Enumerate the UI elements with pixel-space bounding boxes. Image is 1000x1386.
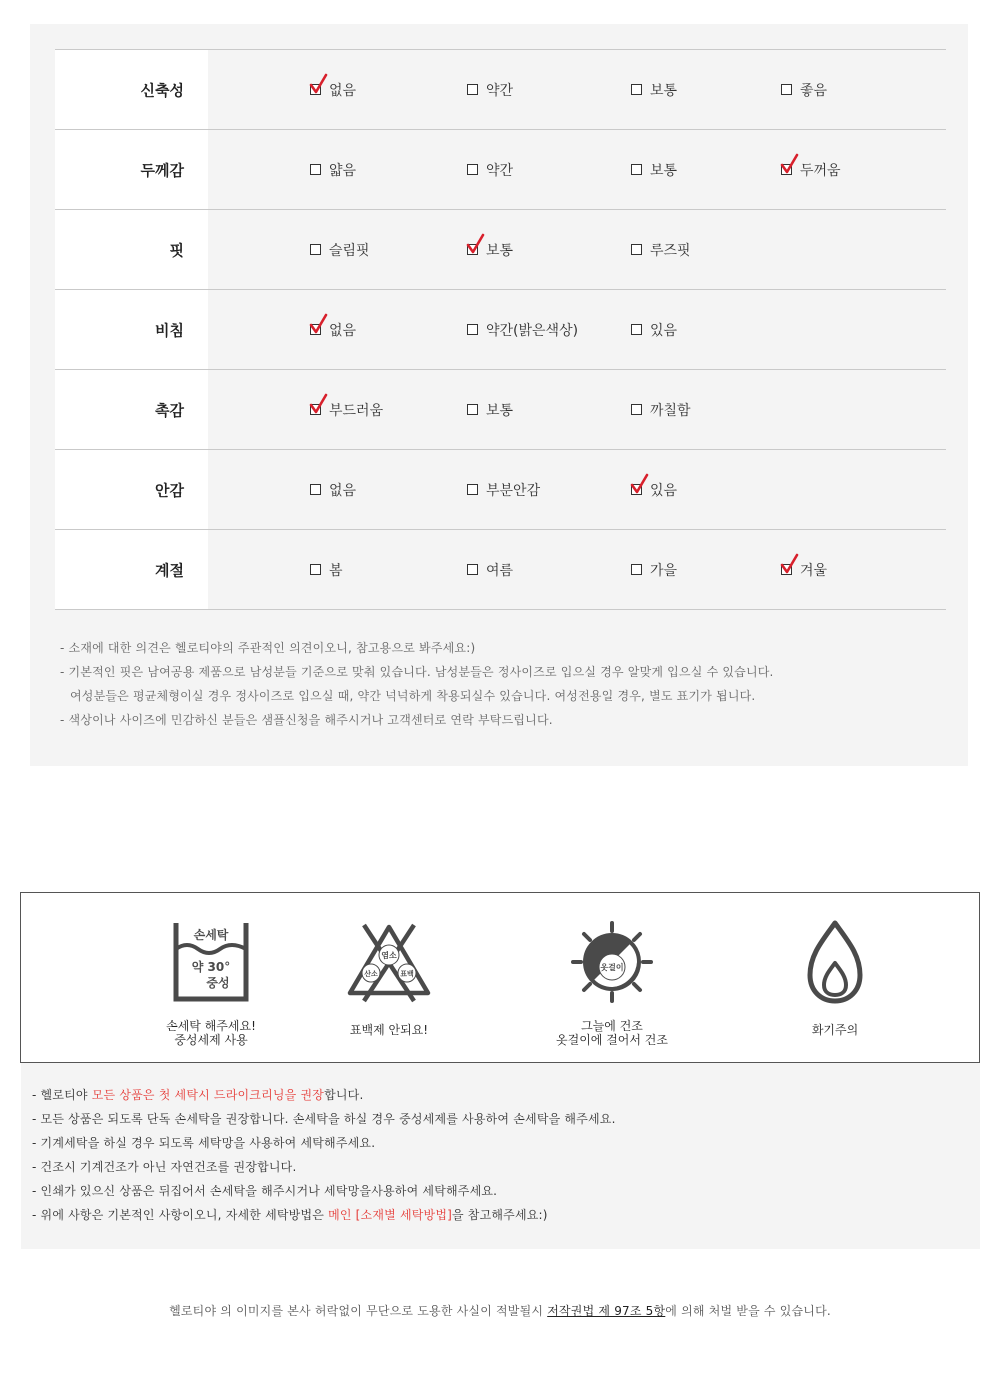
attribute-option bbox=[631, 160, 677, 180]
red-checkmark-icon bbox=[781, 554, 799, 574]
attribute-option-label: 약간(밝은색상) bbox=[486, 322, 579, 339]
no-bleach-icon bbox=[344, 919, 434, 1005]
attribute-option bbox=[631, 480, 677, 500]
attribute-row bbox=[55, 450, 946, 530]
hand-wash-temp-label: 약 30° bbox=[191, 960, 231, 974]
hand-wash-icon bbox=[166, 919, 256, 1005]
attribute-row bbox=[55, 50, 946, 130]
care-caption bbox=[735, 1023, 935, 1037]
care-caption-line: 중성세제 사용 bbox=[174, 1033, 248, 1047]
checkbox-icon bbox=[467, 164, 478, 175]
care-caption bbox=[289, 1023, 489, 1037]
attribute-option bbox=[310, 240, 370, 260]
red-checkmark-icon bbox=[310, 74, 328, 94]
note-line: - 기본적인 핏은 남여공용 제품으로 남성분들 기준으로 맞춰 있습니다. 남성분들은 정사이즈로 입으실 경우 알맞게 입으실 수 있습니다. bbox=[60, 665, 774, 679]
note-line: - 색상이나 사이즈에 민감하신 분들은 샘플신청을 해주시거나 고객센터로 연락 부탁드립니다. bbox=[60, 713, 553, 727]
attribute-option bbox=[467, 240, 513, 260]
attribute-option-label: 부드러움 bbox=[329, 402, 384, 419]
attribute-option-label: 보통 bbox=[650, 82, 678, 99]
checked-checkbox-icon bbox=[781, 164, 792, 175]
red-checkmark-icon bbox=[467, 234, 485, 254]
attribute-label-cell bbox=[55, 370, 208, 449]
care-note-line bbox=[32, 1203, 980, 1227]
attributes-table bbox=[55, 49, 946, 610]
care-note-text: - 위에 사항은 기본적인 사항이오니, 자세한 세탁방법은 bbox=[32, 1208, 329, 1222]
attribute-option-label: 봄 bbox=[329, 562, 343, 579]
attribute-option bbox=[781, 560, 827, 580]
care-note-text: 을 참고해주세요:) bbox=[452, 1208, 548, 1222]
attribute-option bbox=[631, 240, 691, 260]
care-item-hand-wash bbox=[111, 893, 311, 1062]
flame-icon bbox=[790, 919, 880, 1005]
attribute-label-cell bbox=[55, 290, 208, 369]
care-caption bbox=[111, 1019, 311, 1047]
care-notes bbox=[21, 1063, 980, 1249]
care-item-shade-dry bbox=[512, 893, 712, 1062]
attribute-option-label: 겨울 bbox=[800, 562, 828, 579]
red-checkmark-icon bbox=[631, 474, 649, 494]
attribute-label-cell bbox=[55, 130, 208, 209]
attribute-option bbox=[467, 320, 578, 340]
attribute-option bbox=[631, 560, 677, 580]
checkbox-icon bbox=[631, 324, 642, 335]
attribute-option bbox=[310, 560, 343, 580]
no-bleach-oxygen-label: 산소 bbox=[364, 970, 378, 978]
attribute-option-label: 좋음 bbox=[800, 82, 828, 99]
attribute-option-label: 없음 bbox=[329, 82, 357, 99]
care-note-line: - 기계세탁을 하실 경우 되도록 세탁망을 사용하여 세탁해주세요. bbox=[32, 1136, 376, 1150]
attribute-option bbox=[467, 480, 540, 500]
attribute-label: 계절 bbox=[155, 561, 184, 579]
checkbox-icon bbox=[310, 564, 321, 575]
attribute-option-label: 없음 bbox=[329, 322, 357, 339]
attribute-label: 신축성 bbox=[140, 81, 184, 99]
attribute-option-label: 약간 bbox=[486, 162, 514, 179]
care-caption-line: 화기주의 bbox=[811, 1023, 859, 1037]
care-note-line bbox=[32, 1083, 980, 1107]
no-bleach-bleach-label: 표백 bbox=[400, 970, 414, 978]
copyright-notice bbox=[0, 1302, 1000, 1319]
attribute-option-label: 보통 bbox=[650, 162, 678, 179]
checkbox-icon bbox=[631, 564, 642, 575]
copyright-law-reference: 저작권법 제 97조 5항 bbox=[547, 1304, 666, 1318]
checkbox-icon bbox=[310, 244, 321, 255]
attribute-option bbox=[631, 320, 677, 340]
attribute-label: 두께감 bbox=[140, 161, 184, 179]
attribute-option-label: 여름 bbox=[486, 562, 514, 579]
attribute-option bbox=[310, 480, 356, 500]
attribute-option bbox=[467, 400, 513, 420]
attribute-option-label: 루즈핏 bbox=[650, 242, 691, 259]
care-note-line: - 모든 상품은 되도록 단독 손세탁을 권장합니다. 손세탁을 하실 경우 중성세제를 사용하여 손세탁을 해주세요. bbox=[32, 1112, 616, 1126]
attribute-option-label: 까칠함 bbox=[650, 402, 691, 419]
shade-dry-icon bbox=[567, 919, 657, 1005]
shade-dry-hanger-label: 옷걸이 bbox=[600, 963, 624, 972]
checkbox-icon bbox=[631, 404, 642, 415]
care-item-no-bleach bbox=[289, 893, 489, 1062]
care-caption-line: 그늘에 건조 bbox=[581, 1019, 643, 1033]
checkbox-icon bbox=[467, 324, 478, 335]
care-note-highlight[interactable]: 메인 [소재별 세탁방법] bbox=[328, 1208, 452, 1222]
attribute-option-label: 약간 bbox=[486, 82, 514, 99]
note-line: 여성분들은 평균체형이실 경우 정사이즈로 입으실 때, 약간 넉넉하게 착용되실수 있습니다. 여성전용일 경우, 별도 표기가 됩니다. bbox=[70, 689, 756, 703]
care-note-line: - 건조시 기계건조가 아닌 자연건조를 권장합니다. bbox=[32, 1160, 297, 1174]
care-caption-line: 손세탁 해주세요! bbox=[166, 1019, 256, 1033]
care-note-text: - 헬로티야 bbox=[32, 1088, 92, 1102]
checked-checkbox-icon bbox=[310, 324, 321, 335]
checkbox-icon bbox=[467, 484, 478, 495]
checkbox-icon bbox=[467, 564, 478, 575]
attribute-row bbox=[55, 290, 946, 370]
attribute-option bbox=[467, 160, 513, 180]
care-caption-line: 옷걸이에 걸어서 건조 bbox=[556, 1033, 668, 1047]
attribute-row bbox=[55, 130, 946, 210]
copyright-text: 에 의해 처벌 받을 수 있습니다. bbox=[665, 1304, 831, 1318]
attribute-label-cell bbox=[55, 50, 208, 129]
attribute-option-label: 가을 bbox=[650, 562, 678, 579]
attribute-option bbox=[631, 80, 677, 100]
care-caption bbox=[512, 1019, 712, 1047]
checkbox-icon bbox=[631, 244, 642, 255]
attribute-option-label: 얇음 bbox=[329, 162, 357, 179]
attribute-option-label: 부분안감 bbox=[486, 482, 541, 499]
attribute-row bbox=[55, 530, 946, 610]
attribute-label: 촉감 bbox=[155, 401, 184, 419]
attribute-option-label: 보통 bbox=[486, 242, 514, 259]
care-caption-line: 표백제 안되요! bbox=[349, 1023, 429, 1037]
attribute-option bbox=[310, 80, 356, 100]
attribute-label-cell bbox=[55, 450, 208, 529]
checkbox-icon bbox=[310, 164, 321, 175]
care-note-text: 합니다. bbox=[324, 1088, 364, 1102]
attribute-option bbox=[781, 80, 827, 100]
attribute-option bbox=[310, 320, 356, 340]
checkbox-icon bbox=[467, 404, 478, 415]
attribute-option bbox=[467, 80, 513, 100]
attribute-option-label: 보통 bbox=[486, 402, 514, 419]
checkbox-icon bbox=[631, 164, 642, 175]
checked-checkbox-icon bbox=[467, 244, 478, 255]
attribute-option bbox=[631, 400, 691, 420]
attribute-option bbox=[781, 160, 841, 180]
attribute-label: 핏 bbox=[169, 241, 184, 259]
checked-checkbox-icon bbox=[781, 564, 792, 575]
care-note-line: - 인쇄가 있으신 상품은 뒤집어서 손세탁을 해주시거나 세탁망을사용하여 세탁해주세요. bbox=[32, 1184, 498, 1198]
attribute-row bbox=[55, 210, 946, 290]
note-line: - 소재에 대한 의견은 헬로티야의 주관적인 의견이오니, 참고용으로 봐주세요:) bbox=[60, 641, 476, 655]
checkbox-icon bbox=[781, 84, 792, 95]
checked-checkbox-icon bbox=[310, 84, 321, 95]
no-bleach-chlorine-label: 염소 bbox=[381, 951, 397, 960]
red-checkmark-icon bbox=[781, 154, 799, 174]
checked-checkbox-icon bbox=[310, 404, 321, 415]
attribute-label: 비침 bbox=[155, 321, 184, 339]
product-attributes-panel bbox=[30, 24, 968, 766]
attribute-option-label: 있음 bbox=[650, 322, 678, 339]
copyright-text: 헬로티야 의 이미지를 본사 허락없이 무단으로 도용한 사실이 적발될시 bbox=[169, 1304, 548, 1318]
attribute-label-cell bbox=[55, 210, 208, 289]
checkbox-icon bbox=[310, 484, 321, 495]
checked-checkbox-icon bbox=[631, 484, 642, 495]
red-checkmark-icon bbox=[310, 314, 328, 334]
care-item-fire-caution bbox=[735, 893, 935, 1062]
attribute-option-label: 없음 bbox=[329, 482, 357, 499]
attribute-option bbox=[310, 400, 383, 420]
attribute-option bbox=[310, 160, 356, 180]
red-checkmark-icon bbox=[310, 394, 328, 414]
care-note-highlight: 모든 상품은 첫 세탁시 드라이크리닝을 권장 bbox=[91, 1088, 325, 1102]
attribute-option-label: 있음 bbox=[650, 482, 678, 499]
attributes-notes bbox=[60, 636, 940, 732]
attribute-row bbox=[55, 370, 946, 450]
attribute-label-cell bbox=[55, 530, 208, 609]
care-instructions-box bbox=[20, 892, 980, 1063]
hand-wash-icon-label: 손세탁 bbox=[193, 928, 229, 942]
checkbox-icon bbox=[467, 84, 478, 95]
attribute-option bbox=[467, 560, 513, 580]
attribute-label: 안감 bbox=[155, 481, 184, 499]
attribute-option-label: 슬림핏 bbox=[329, 242, 370, 259]
hand-wash-detergent-label: 중성 bbox=[206, 976, 230, 990]
attribute-option-label: 두꺼움 bbox=[800, 162, 841, 179]
checkbox-icon bbox=[631, 84, 642, 95]
